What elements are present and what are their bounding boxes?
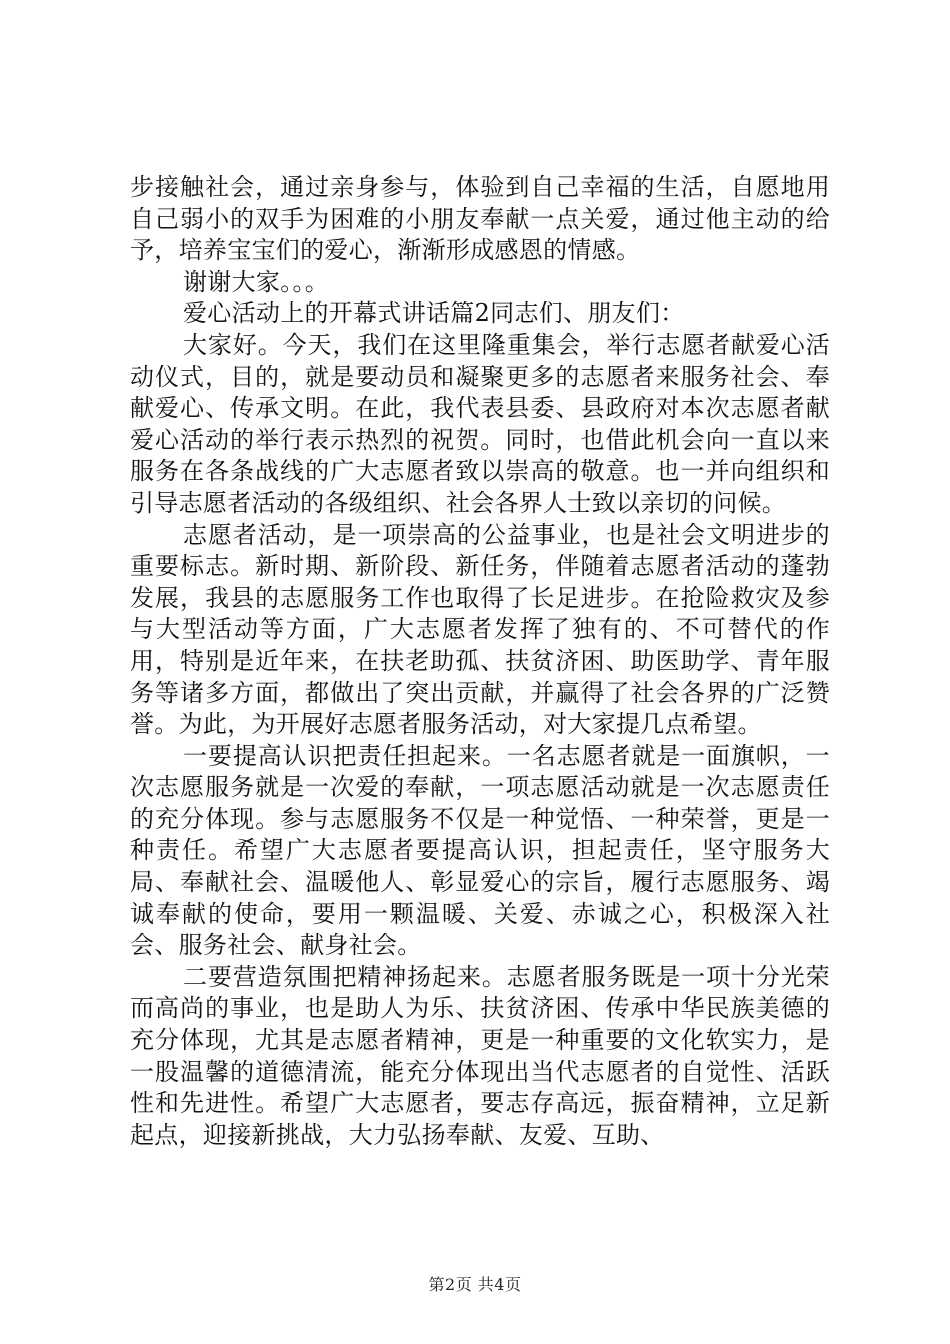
- paragraph-point-two: 二要营造氛围把精神扬起来。志愿者服务既是一项十分光荣而高尚的事业，也是助人为乐、扶贫济困、传承中华民族美德的充分体现，尤其是志愿者精神，更是一种重要的文化软实力，是一股温馨的道德清流，能充分体现出当代志愿者的自觉性、活跃性和先进性。希望广大志愿者，要志存高远，振奋精神，立足新起点，迎接新挑战，大力弘扬奉献、友爱、互助、: [130, 962, 830, 1149]
- paragraph-continuation: 步接触社会，通过亲身参与，体验到自己幸福的生活，自愿地用自己弱小的双手为困难的小朋友奉献一点关爱，通过他主动的给予，培养宝宝们的爱心，渐渐形成感恩的情感。: [130, 173, 830, 265]
- paragraph-volunteer-activity: 志愿者活动，是一项崇高的公益事业，也是社会文明进步的重要标志。新时期、新阶段、新任务，伴随着志愿者活动的蓬勃发展，我县的志愿服务工作也取得了长足进步。在抢险救灾及参与大型活动等方面，广大志愿者发挥了独有的、不可替代的作用，特别是近年来，在扶老助孤、扶贫济困、助医助学、青年服务等诸多方面，都做出了突出贡献，并赢得了社会各界的广泛赞誉。为此，为开展好志愿者服务活动，对大家提几点希望。: [130, 520, 830, 739]
- paragraph-point-one: 一要提高认识把责任担起来。一名志愿者就是一面旗帜，一次志愿服务就是一次爱的奉献，一项志愿活动就是一次志愿责任的充分体现。参与志愿服务不仅是一种觉悟、一种荣誉，更是一种责任。希望广大志愿者要提高认识，担起责任，坚守服务大局、奉献社会、温暖他人、彰显爱心的宗旨，履行志愿服务、竭诚奉献的使命，要用一颗温暖、关爱、赤诚之心，积极深入社会、服务社会、献身社会。: [130, 741, 830, 960]
- document-body: [130, 172, 830, 1151]
- paragraph-speech-heading: 爱心活动上的开幕式讲话篇2同志们、朋友们：: [183, 299, 685, 328]
- page-footer: 第2页 共4页: [428, 1275, 522, 1294]
- paragraph-thanks: 谢谢大家。。。: [183, 267, 330, 296]
- paragraph-greeting: 大家好。今天，我们在这里隆重集会，举行志愿者献爱心活动仪式，目的，就是要动员和凝聚更多的志愿者来服务社会、奉献爱心、传承文明。在此，我代表县委、县政府对本次志愿者献爱心活动的举行表示热烈的祝贺。同时，也借此机会向一直以来服务在各条战线的广大志愿者致以崇高的敬意。也一并向组织和引导志愿者活动的各级组织、社会各界人士致以亲切的问候。: [130, 330, 830, 517]
